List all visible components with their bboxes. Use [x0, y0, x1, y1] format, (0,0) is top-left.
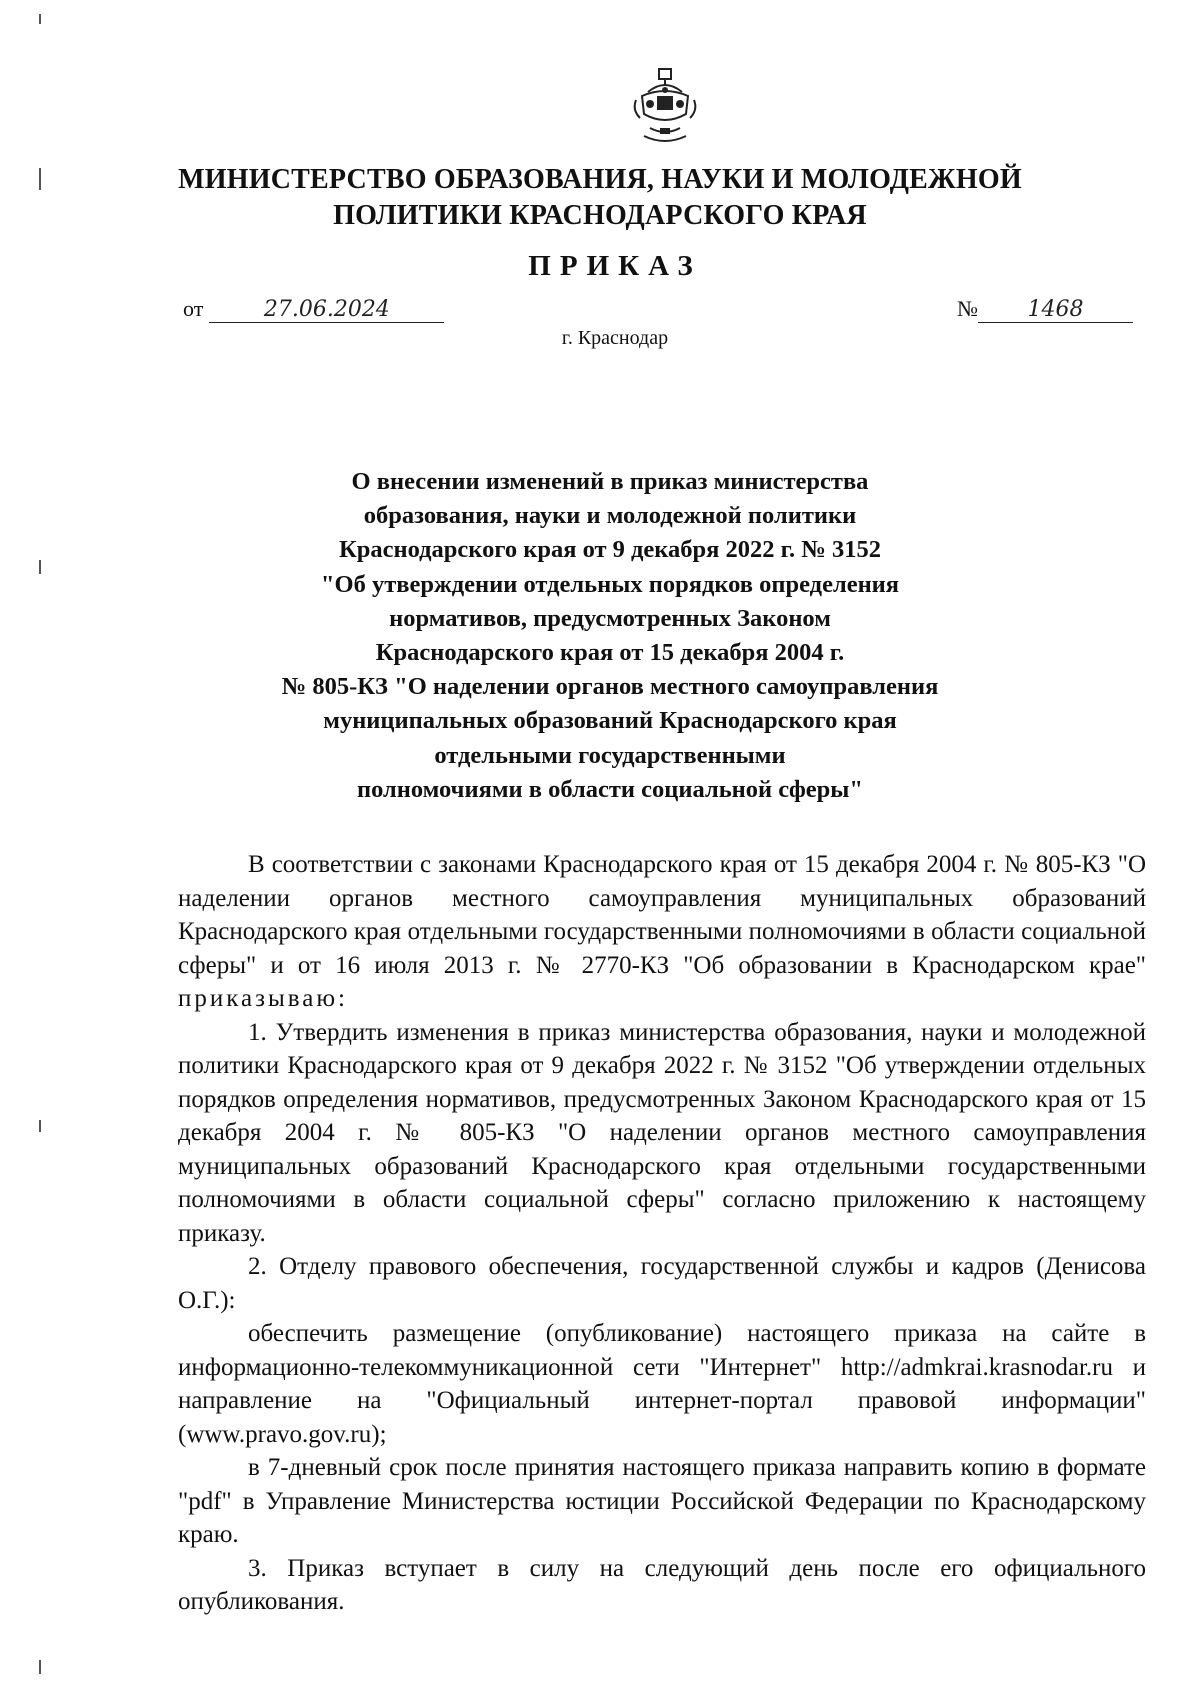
preamble-text: В соответствии с законами Краснодарского края от 15 декабря 2004 г. № 805-КЗ "О наделении органов местного самоуправления муниципальных образований Краснодарского края отдельными государственными полномочиями в области социальной сферы" и от 16 июля 2013 г. № 2770-КЗ "Об образовании в Краснодарском крае" — [178, 851, 1146, 979]
ministry-name-line: МИНИСТЕРСТВО ОБРАЗОВАНИЯ, НАУКИ И МОЛОДЕЖНОЙ — [178, 164, 1022, 195]
order-number-line — [957, 296, 1133, 323]
scan-edge-mark — [39, 1120, 41, 1132]
scan-edge-mark — [39, 1660, 41, 1674]
subject-line: отдельными государственными — [434, 741, 786, 769]
subject-line: образования, науки и молодежной политики — [363, 502, 857, 530]
order-body — [178, 848, 1146, 1619]
body-paragraph-preamble — [178, 848, 1146, 1016]
body-paragraph-publish: обеспечить размещение (опубликование) настоящего приказа на сайте в информационно-телекоммуникационной сети "Интернет" http://admkrai.krasnodar.ru и направление на "Официальный интернет-портал правовой информации" (www.pravo.gov.ru); — [178, 1320, 1146, 1448]
subject-line: "Об утверждении отдельных порядков определения — [320, 570, 900, 598]
subject-line: Краснодарского края от 15 декабря 2004 г. — [375, 639, 845, 667]
subject-line: полномочиями в области социальной сферы" — [356, 775, 864, 803]
order-date-line — [183, 296, 444, 323]
order-command-word: приказываю: — [178, 985, 348, 1012]
body-paragraph-send-copy: в 7-дневный срок после принятия настоящего приказа направить копию в формате "pdf" в Управление Министерства юстиции Российской Федерации по Краснодарскому краю. — [178, 1454, 1146, 1548]
body-paragraph-item-2: 2. Отделу правового обеспечения, государственной службы и кадров (Денисова О.Г.): — [178, 1253, 1146, 1314]
subject-line: О внесении изменений в приказ министерства — [351, 468, 869, 495]
coat-of-arms-emblem — [630, 66, 700, 148]
body-paragraph-item-3: 3. Приказ вступает в силу на следующий день после его официального опубликования. — [178, 1554, 1146, 1615]
handwritten-date: 27.06.2024 — [209, 297, 444, 323]
scan-edge-mark — [39, 560, 41, 574]
subject-line: № 805-КЗ "О наделении органов местного самоуправления — [281, 673, 939, 701]
ministry-name — [100, 162, 1100, 234]
subject-line: нормативов, предусмотренных Законом — [389, 604, 831, 632]
ministry-name-line: ПОЛИТИКИ КРАСНОДАРСКОГО КРАЯ — [333, 200, 867, 231]
handwritten-number: 1468 — [978, 297, 1133, 323]
city-line: г. Краснодар — [561, 327, 669, 349]
order-subject — [230, 465, 990, 807]
scan-edge-mark — [39, 14, 41, 24]
body-paragraph-item-1: 1. Утвердить изменения в приказ министерства образования, науки и молодежной политики Краснодарского края от 9 декабря 2022 г. № 3152 "Об утверждении отдельных порядков определения нормативов, предусмотренных Законом Краснодарского края от 15 декабря 2004 г. № 805-КЗ "О наделении органов местного самоуправления муниципальных образований Краснодарского края отдельными государственными полномочиями в области социальной сферы" согласно приложению к настоящему приказу. — [178, 1018, 1146, 1247]
subject-line: муниципальных образований Краснодарского края — [323, 707, 897, 735]
scan-edge-mark — [39, 168, 41, 190]
date-prefix: от — [183, 296, 204, 321]
document-type-title: ПРИКАЗ — [528, 250, 702, 282]
number-prefix: № — [957, 296, 978, 321]
subject-line: Краснодарского края от 9 декабря 2022 г. № 3152 — [338, 536, 882, 564]
